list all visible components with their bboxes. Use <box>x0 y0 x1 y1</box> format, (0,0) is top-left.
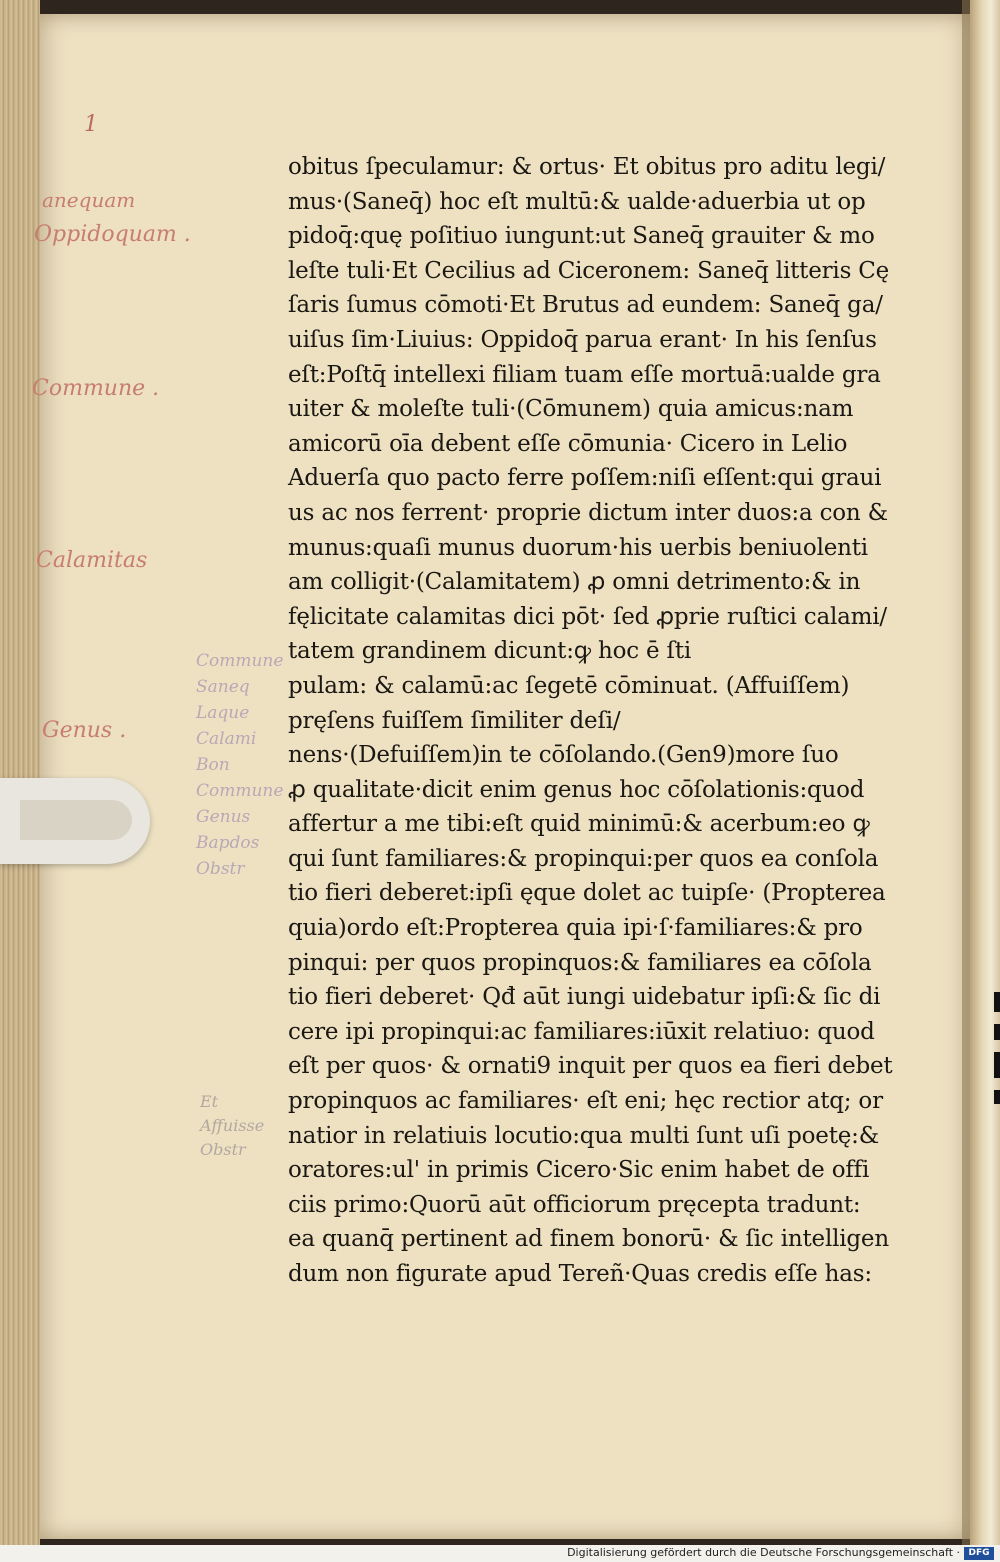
text-line: propinquos ac familiares· eſt eni; hęc rectior atq; or <box>288 1088 883 1115</box>
text-line: am colligit·(Calamitatem) ꝓ omni detrimento:& in <box>288 569 861 596</box>
text-line: natior in relatiuis locutio:qua multi ſunt uſi poetę:& <box>288 1122 879 1149</box>
text-line: uiſus ſim·Liuius: Oppidoq̄ parua erant· In his ſenſus <box>288 326 877 353</box>
edge-marks <box>992 980 1000 1180</box>
text-line: uiter & moleſte tuli·(Cōmunem) quia amicus:nam <box>288 396 854 423</box>
marginal-note-calamitas: Calamitas <box>36 548 148 573</box>
pencil-note: Obstr <box>196 859 245 879</box>
text-line: nens·(Defuiſſem)in te cōſolando.(Gen9)more ſuo <box>288 742 839 769</box>
text-line: munus:quaſi munus duorum·his uerbis beniuolenti <box>288 534 868 561</box>
main-text-block <box>288 150 918 1292</box>
pencil-note: Commune <box>196 781 284 801</box>
text-line: oratores:ul' in primis Cicero·Sic enim habet de offi <box>288 1157 870 1184</box>
pencil-note: Bapdos <box>196 833 260 853</box>
pencil-note: Genus <box>196 807 251 827</box>
text-line: tio fieri deberet· Qđ aūt iungi uidebatur ipſi:& ſic di <box>288 984 881 1011</box>
pencil-note: Et <box>200 1092 219 1111</box>
text-line: dum non figurate apud Tereñ·Quas credis eſſe has: <box>288 1261 872 1287</box>
text-line: eſt:Poſtq̄ intellexi filiam tuam eſſe mortuā:ualde gra <box>288 361 881 388</box>
pencil-note: Affuisse <box>200 1116 265 1135</box>
text-line: amicorū oīa debent eſſe cōmunia· Cicero in Lelio <box>288 430 848 457</box>
text-line: quia)ordo eſt:Propterea quia ipi·ſ·familiares:& pro <box>288 915 863 942</box>
text-line: ꝓ qualitate·dicit enim genus hoc cōſolationis:quod <box>288 776 865 803</box>
text-line: affertur a me tibi:eſt quid minimū:& acerbum:eo ꝙ <box>288 811 870 838</box>
text-line: ea quanq̄ pertinent ad finem bonorū· & ſic intelligen <box>288 1226 889 1253</box>
text-line: pulam: & calamū:ac ſegetē cōminuat. (Affuiſſem) <box>288 672 850 699</box>
pencil-note: Saneq <box>196 677 250 697</box>
text-line: Aduerſa quo pacto ferre poſſem:niſi eſſent:qui graui <box>288 465 882 492</box>
text-line: eſt per quos· & ornati9 inquit per quos ea fieri debet <box>288 1053 893 1080</box>
text-line: ſaris ſumus cōmoti·Et Brutus ad eundem: Saneq̄ ga/ <box>288 292 883 319</box>
text-line: obitus ſpeculamur: & ortus· Et obitus pro aditu legi/ <box>288 154 886 180</box>
pencil-notes-lower <box>200 1090 264 1162</box>
text-line: qui ſunt familiares:& propinqui:per quos ea conſola <box>288 845 879 872</box>
footer-credit: Digitalisierung gefördert durch die Deutsche Forschungsgemeinschaft · <box>567 1546 960 1559</box>
text-line: tatem grandinem dicunt:ꝙ hoc ē ſti <box>288 638 692 665</box>
text-line: pinqui: per quos propinquos:& familiares ea cōſola <box>288 949 872 976</box>
page-clip <box>0 770 150 870</box>
text-line: fęlicitate calamitas dici pōt· ſed ꝓprie ruſtici calami/ <box>288 603 887 630</box>
text-line: tio fieri deberet:ipſi ęque dolet ac tuipſe· (Propterea <box>288 880 886 907</box>
text-line: mus·(Saneq̄) hoc eſt multū:& ualde·aduerbia ut op <box>288 188 866 215</box>
text-line: cere ipi propinqui:ac familiares:iūxit relatiuo: quod <box>288 1018 875 1045</box>
text-line: ciis primo:Quorū aūt officiorum pręcepta tradunt: <box>288 1191 861 1218</box>
text-line: pręſens fuiſſem ſimiliter deſi/ <box>288 707 621 734</box>
pencil-note: Commune <box>196 651 284 671</box>
pencil-notes <box>196 648 283 882</box>
text-line: pidoq̄:quę poſitiuo iungunt:ut Saneq̄ grauiter & mo <box>288 223 875 250</box>
pencil-note: Laque <box>196 703 250 723</box>
pencil-note: Bon <box>196 755 230 775</box>
marginal-note-anequam: anequam <box>42 188 136 212</box>
text-line: leſte tuli·Et Cecilius ad Ciceronem: Saneq̄ litteris Cę <box>288 257 890 284</box>
marginal-note-genus: Genus . <box>42 718 127 743</box>
dfg-logo: DFG <box>964 1547 994 1560</box>
pencil-note: Obstr <box>200 1140 246 1159</box>
next-page-edge <box>970 0 1000 1545</box>
pencil-note: Calami <box>196 729 257 749</box>
footer-bar <box>0 1545 1000 1562</box>
text-line: us ac nos ferrent· proprie dictum inter duos:a con & <box>288 499 888 526</box>
corner-mark: 1 <box>84 112 98 137</box>
clip-slot <box>20 800 132 840</box>
marginal-note-oppidoquam: Oppidoquam . <box>34 222 191 247</box>
marginal-note-commune: Commune . <box>32 376 160 401</box>
